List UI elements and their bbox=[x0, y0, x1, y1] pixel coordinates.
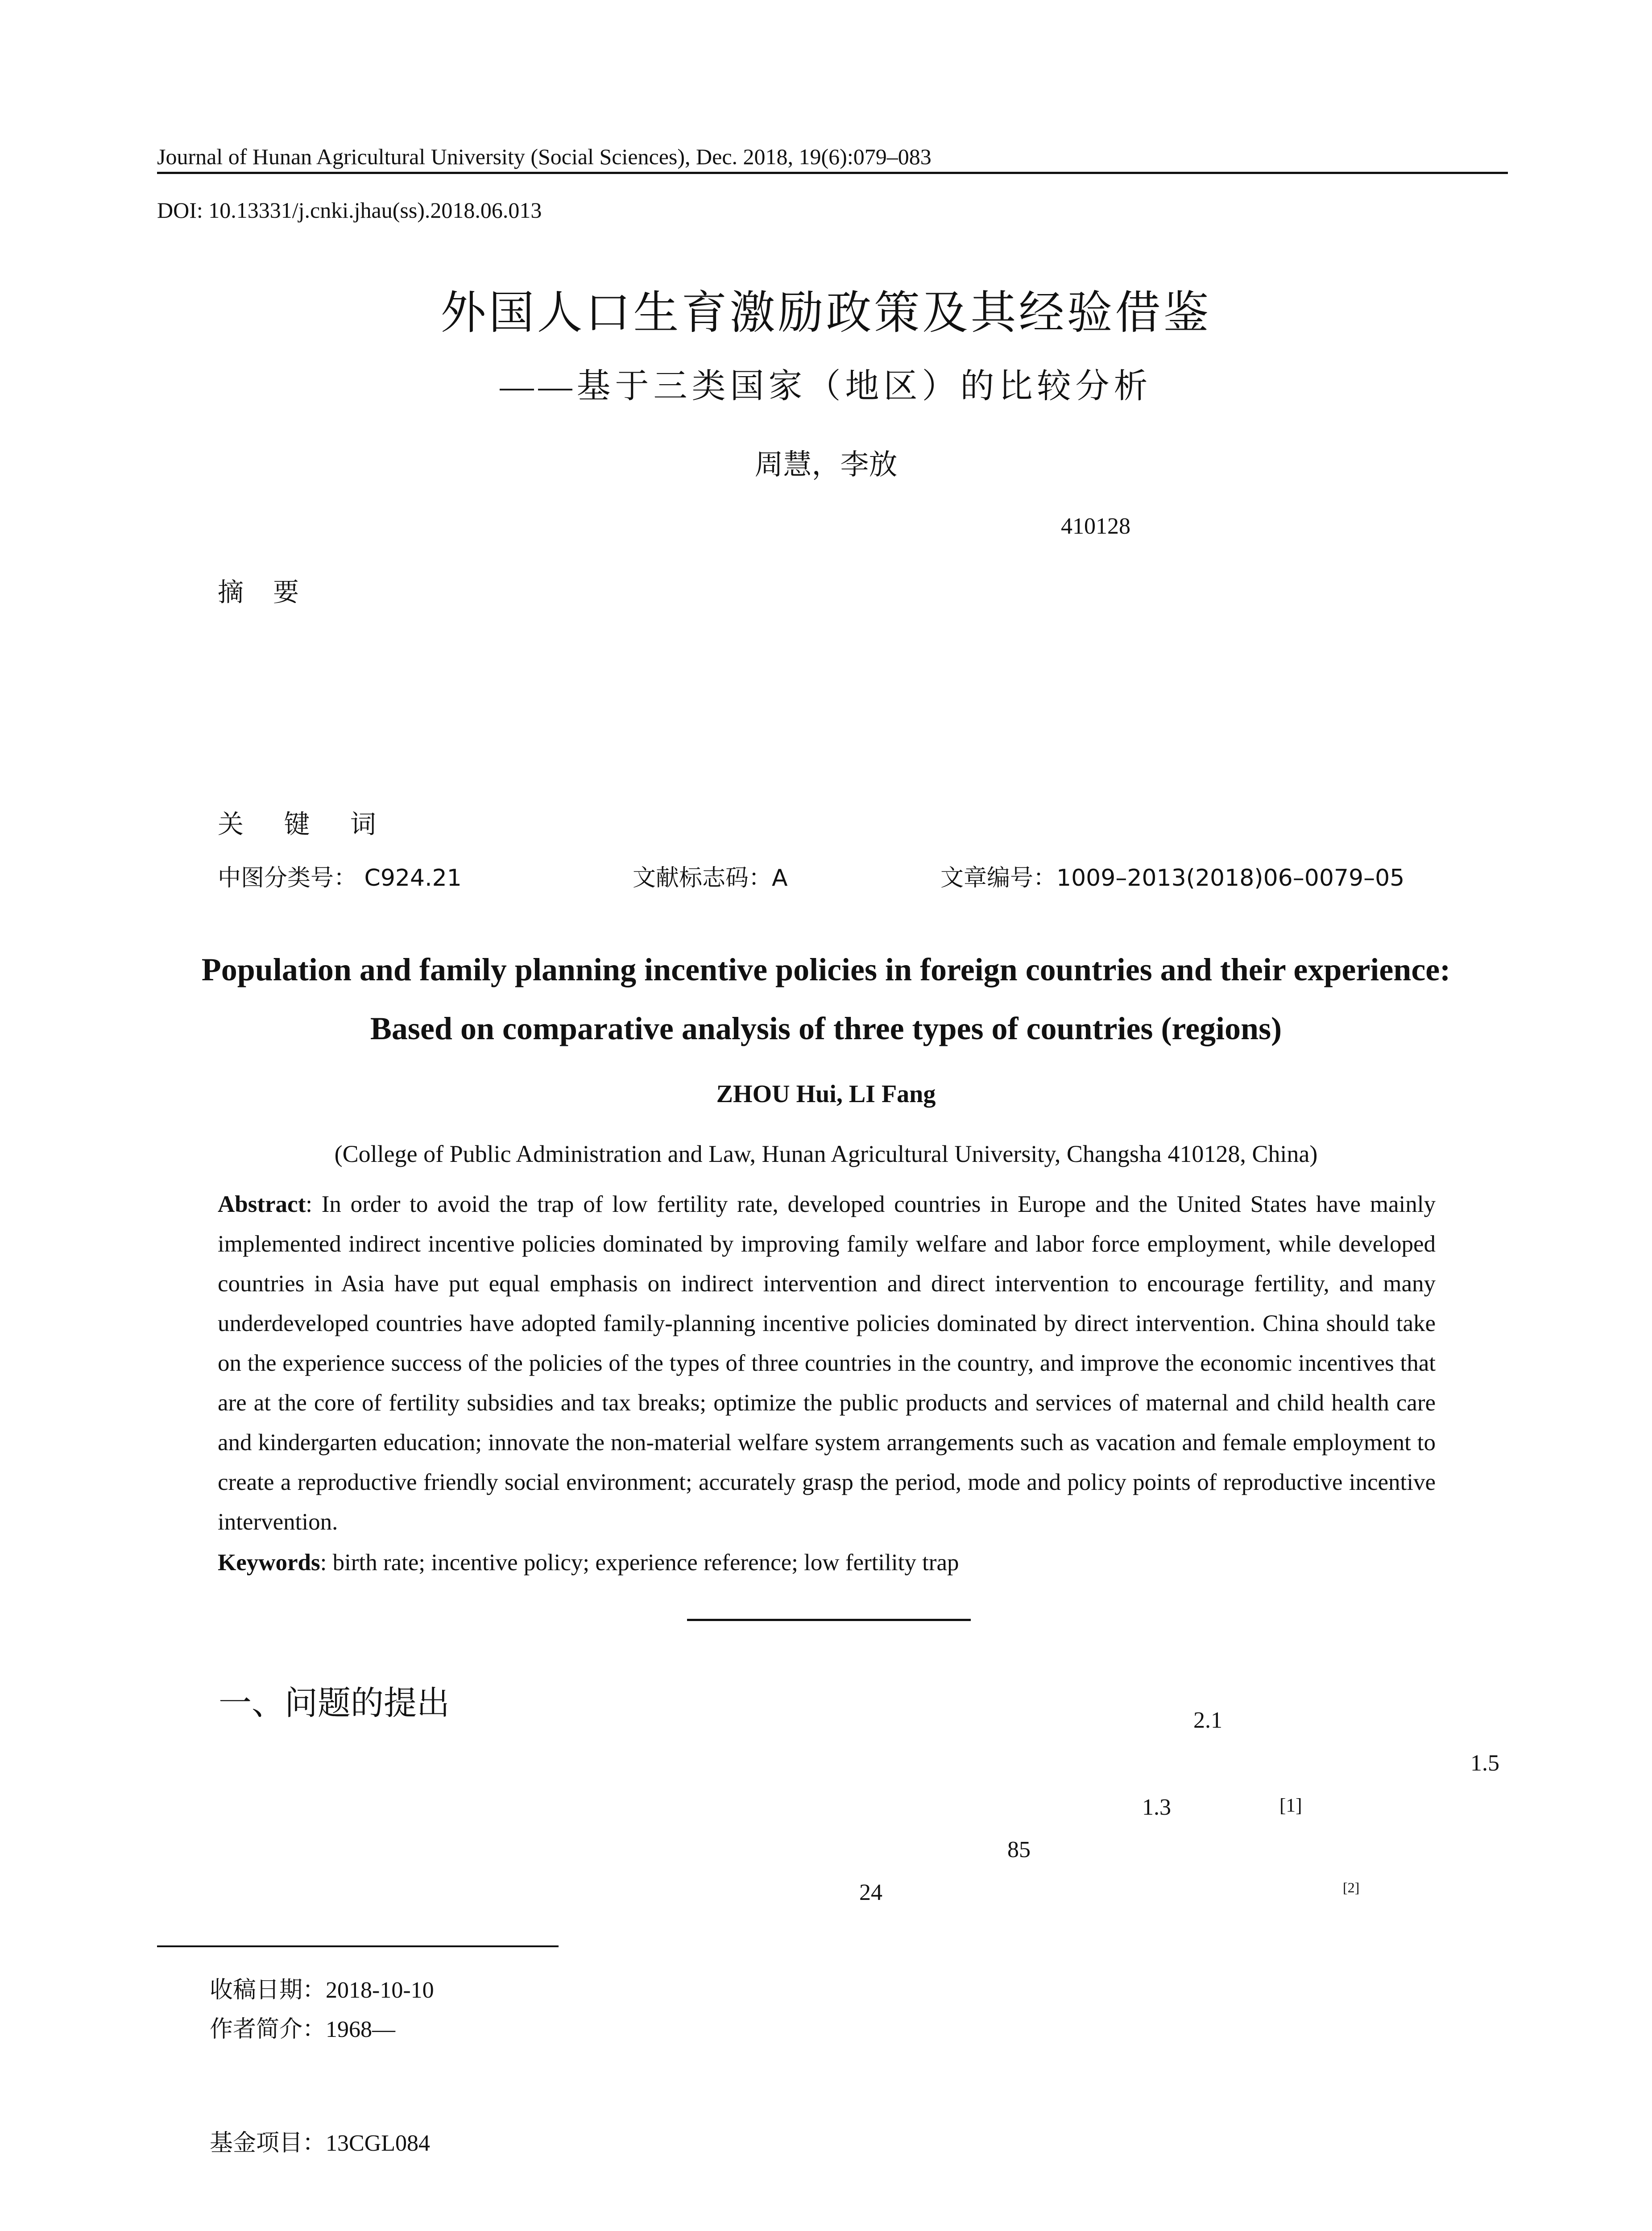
section-divider bbox=[687, 1619, 971, 1621]
title-en-line2: Based on comparative analysis of three types of countries (regions) bbox=[370, 1011, 1282, 1046]
author-bio-value: 1968— bbox=[326, 2017, 396, 2042]
footnote-received bbox=[210, 1971, 434, 2004]
keywords-en: Keywords: birth rate; incentive policy; experience reference; low fertility trap bbox=[218, 1550, 959, 1576]
reference-1-mark[interactable]: [1] bbox=[1279, 1795, 1302, 1816]
article-number: 文章编号：1009–2013(2018)06–0079–05 bbox=[940, 865, 1405, 892]
received-value: 2018-10-10 bbox=[326, 1978, 434, 2003]
subtitle-cn: ——基于三类国家（地区）的比较分析 bbox=[500, 368, 1152, 405]
abstract-en-label: Abstract bbox=[218, 1191, 306, 1217]
fund-label: 基金项目： bbox=[210, 2130, 326, 2156]
footnote-rule bbox=[157, 1945, 559, 1947]
authors-cn: 周慧，李放 bbox=[754, 448, 898, 481]
body-value-1-3: 1.3 bbox=[1142, 1795, 1171, 1820]
doi[interactable]: DOI: 10.13331/j.cnki.jhau(ss).2018.06.013 bbox=[157, 198, 542, 223]
fund-value: 13CGL084 bbox=[326, 2131, 431, 2156]
reference-2-mark[interactable]: [2] bbox=[1343, 1879, 1360, 1895]
title-cn: 外国人口生育激励政策及其经验借鉴 bbox=[440, 286, 1212, 340]
abstract-en-text: In order to avoid the trap of low fertility rate, developed countries in Europe and the United States have mainly implemented indirect incentive policies dominated by improving family welfare and labor force employment, while developed countries in Asia have put equal emphasis on indirect intervention and direct intervention to encourage fertility, and many underdeveloped countries have adopted family-planning incentive policies dominated by direct intervention. China should take on the experience success of the policies of the types of three countries in the country, and improve the economic incentives that are at the core of fertility subsidies and tax breaks; optimize the public products and services of maternal and child health care and kindergarten education; innovate the non-material welfare system arrangements such as vacation and female employment to create a reproductive friendly social environment; accurately grasp the period, mode and policy points of reproductive incentive intervention. bbox=[218, 1191, 1436, 1535]
body-value-85: 85 bbox=[1007, 1837, 1031, 1862]
reference-1[interactable] bbox=[1279, 1794, 1302, 1825]
reference-2[interactable] bbox=[1343, 1879, 1359, 1906]
affiliation-en: (College of Public Administration and Law, Hunan Agricultural University, Changsha 410128, China) bbox=[334, 1140, 1318, 1167]
body-value-1-5: 1.5 bbox=[1470, 1750, 1499, 1776]
section-heading-1: 一、问题的提出 bbox=[219, 1684, 450, 1722]
affiliation-postcode: 410128 bbox=[1061, 514, 1130, 539]
journal-citation: Journal of Hunan Agricultural University (Social Sciences), Dec. 2018, 19(6):079–083 bbox=[157, 144, 932, 169]
body-value-24: 24 bbox=[859, 1880, 882, 1905]
author-bio-label: 作者简介： bbox=[210, 2016, 326, 2043]
footnote-author bbox=[210, 2010, 395, 2044]
classification-number: 中图分类号： C924.21 bbox=[218, 865, 462, 892]
authors-en: ZHOU Hui, LI Fang bbox=[716, 1080, 936, 1108]
abstract-cn-label: 摘 要 bbox=[218, 577, 301, 607]
received-label: 收稿日期： bbox=[210, 1977, 326, 2003]
keywords-cn-label: 关 键 词 bbox=[218, 809, 392, 839]
title-en-line1: Population and family planning incentive policies in foreign countries and their experience: bbox=[201, 952, 1451, 987]
abstract-en: Abstract: In order to avoid the trap of low fertility rate, developed countries in Europe and the United States have mainly implemented indirect incentive policies dominated by improving family welfare and labor force employment, while developed countries in Asia have put equal emphasis on indirect intervention and direct intervention to encourage fertility, and many underdeveloped countries have adopted family-planning incentive policies dominated by direct intervention. China should take on the experience success of the policies of the types of three countries in the country, and improve the economic incentives that are at the core of fertility subsidies and tax breaks; optimize the public products and services of maternal and child health care and kindergarten education; innovate the non-material welfare system arrangements such as vacation and female employment to create a reproductive friendly social environment; accurately grasp the period, mode and policy points of reproductive incentive intervention. bbox=[218, 1191, 1436, 1535]
footnote-fund bbox=[210, 2124, 430, 2157]
body-value-2-1: 2.1 bbox=[1193, 1708, 1222, 1733]
keywords-en-text: birth rate; incentive policy; experience reference; low fertility trap bbox=[332, 1550, 959, 1576]
keywords-en-label: Keywords bbox=[218, 1550, 320, 1576]
header-rule bbox=[157, 172, 1508, 174]
document-code: 文献标志码：A bbox=[633, 865, 788, 892]
